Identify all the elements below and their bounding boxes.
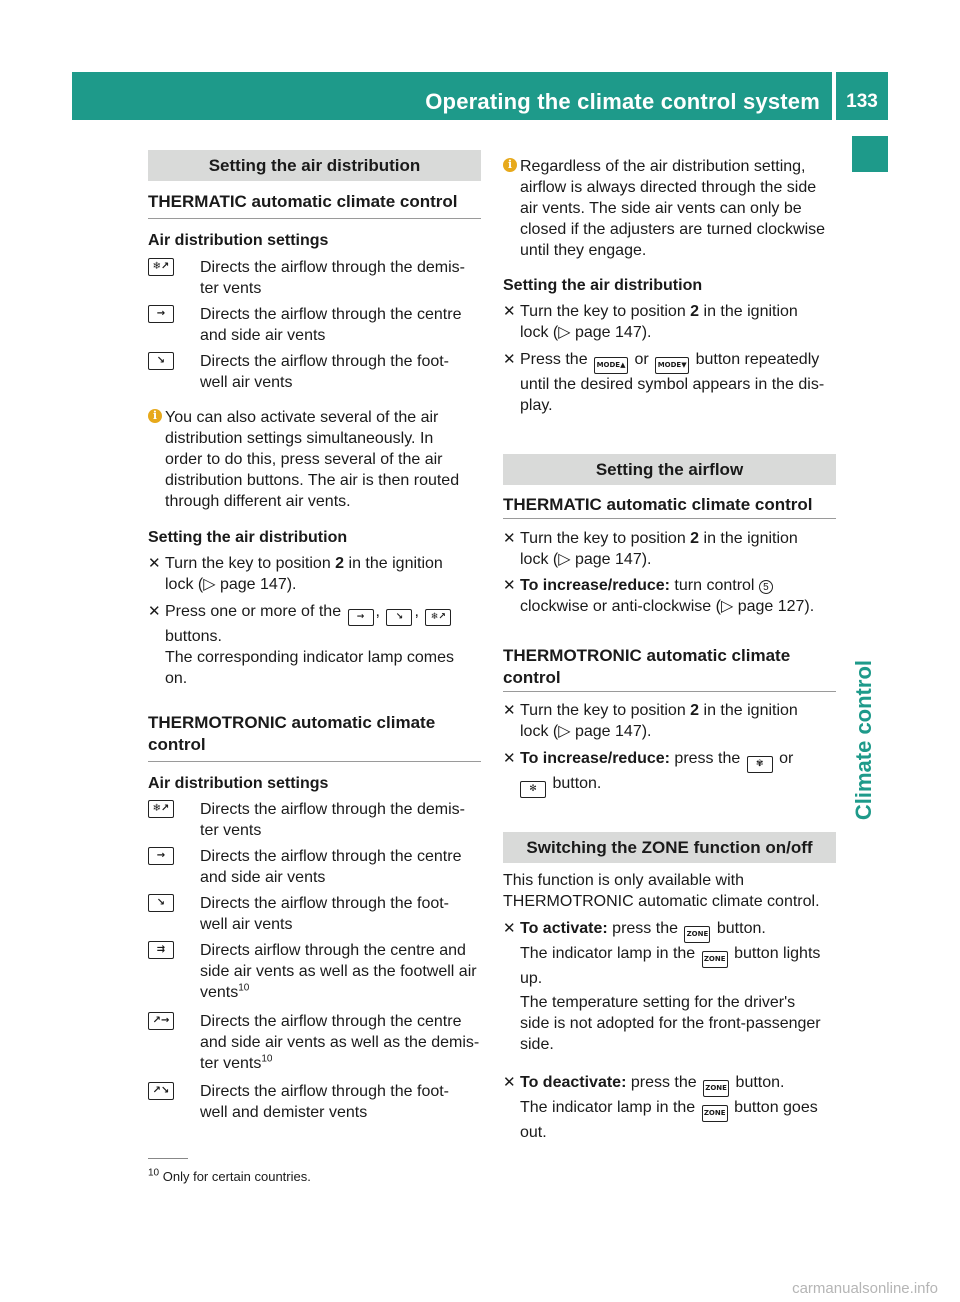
heading-rule: [503, 518, 836, 519]
step-marker-icon: ✕: [503, 749, 516, 767]
mode-down-button-icon: MODE▼: [655, 357, 689, 374]
step-text: The indicator lamp in the: [520, 1099, 700, 1116]
section-title: Switching the ZONE function on/off: [503, 832, 836, 863]
footnote-ref: 10: [238, 982, 250, 994]
info-line: until they engage.: [520, 242, 647, 259]
step-text: in the ignition: [699, 303, 798, 320]
setting-text: Directs the airflow through the centre: [200, 1013, 462, 1030]
defrost-vents-icon: ❄↗: [425, 609, 451, 626]
step-text: up.: [520, 970, 543, 987]
footwell-defrost-vents-icon: ↗↘: [148, 1082, 174, 1100]
position-number: 2: [690, 303, 700, 320]
separator: ,: [414, 603, 419, 620]
setting-text: Directs the airflow through the foot-: [200, 895, 450, 912]
step-text: or: [774, 750, 794, 767]
step-text: The indicator lamp in the: [520, 945, 700, 962]
heading-rule: [148, 218, 481, 219]
footnote-text: Only for certain countries.: [159, 1169, 311, 1184]
step-text: press the: [669, 750, 745, 767]
step-text: Turn the key to position: [520, 303, 691, 320]
step-marker-icon: ✕: [148, 554, 161, 572]
setting-text: Directs the airflow through the centre: [200, 848, 462, 865]
zone-button-icon: ZONE: [703, 1080, 729, 1097]
step-text: turn control: [669, 577, 759, 594]
footnote-number: 10: [148, 1167, 160, 1179]
info-line: airflow is always directed through the side: [520, 179, 817, 196]
step-text: until the desired symbol appears in the dis-: [520, 376, 825, 393]
step-text: Turn the key to position: [520, 530, 691, 547]
air-distribution-heading: Air distribution settings: [148, 232, 329, 249]
step-text: Press the: [520, 351, 593, 368]
centre-side-vents-icon: →: [148, 847, 174, 865]
thermatic-heading: THERMATIC automatic climate control: [503, 495, 813, 514]
centre-side-vents-icon: →: [148, 305, 174, 323]
footwell-vents-icon: ↘: [386, 609, 412, 626]
zone-button-icon: ZONE: [684, 926, 710, 943]
setting-text: and side air vents: [200, 327, 326, 344]
step-text: button.: [731, 1074, 785, 1091]
step-label: To increase/reduce:: [520, 577, 670, 594]
position-number: 2: [690, 702, 700, 719]
step-text: button repeatedly: [691, 351, 820, 368]
info-icon: i: [148, 409, 162, 423]
setting-text: side air vents as well as the footwell air: [200, 963, 477, 980]
step-marker-icon: ✕: [503, 919, 516, 937]
info-icon: i: [503, 158, 517, 172]
page-reference: lock (▷ page 147).: [520, 551, 652, 568]
centre-footwell-vents-icon: ⇉: [148, 941, 174, 959]
step-text: The corresponding indicator lamp comes: [165, 649, 455, 666]
step-label: To deactivate:: [520, 1074, 627, 1091]
page-reference: clockwise or anti-clockwise (▷ page 127).: [520, 598, 815, 615]
heading-line: THERMOTRONIC automatic climate: [148, 713, 436, 732]
page-title: Operating the climate control system: [425, 89, 820, 114]
position-number: 2: [690, 530, 700, 547]
step-text: Turn the key to position: [520, 702, 691, 719]
footwell-vents-icon: ↘: [148, 894, 174, 912]
setting-text: well air vents: [200, 374, 293, 391]
step-text: button lights: [729, 945, 821, 962]
step-marker-icon: ✕: [503, 576, 516, 594]
step-text: in the ignition: [699, 530, 798, 547]
thermatic-heading: THERMATIC automatic climate control: [148, 192, 458, 211]
step-text: in the ignition: [344, 555, 443, 572]
step-marker-icon: ✕: [503, 1073, 516, 1091]
step-text: play.: [520, 397, 553, 414]
page-reference: lock (▷ page 147).: [165, 576, 297, 593]
centre-defrost-vents-icon: ↗→: [148, 1012, 174, 1030]
step-marker-icon: ✕: [503, 701, 516, 719]
page-reference: lock (▷ page 147).: [520, 324, 652, 341]
mode-up-button-icon: MODE▲: [594, 357, 628, 374]
header-bar: [72, 72, 832, 120]
info-line: closed if the adjusters are turned clockwise: [520, 221, 826, 238]
setting-text: vents: [200, 984, 239, 1001]
heading-line: control: [503, 668, 561, 687]
step-marker-icon: ✕: [503, 529, 516, 547]
setting-text: ter vents: [200, 822, 262, 839]
intro-line: This function is only available with: [503, 872, 745, 889]
step-text: side.: [520, 1036, 554, 1053]
position-number: 2: [335, 555, 345, 572]
heading-line: control: [148, 735, 206, 754]
step-text: press the: [607, 920, 683, 937]
setting-text: well and demister vents: [200, 1104, 368, 1121]
page-number-box: [836, 72, 888, 120]
heading-line: THERMOTRONIC automatic climate: [503, 646, 791, 665]
setting-text: and side air vents as well as the demis-: [200, 1034, 480, 1051]
step-text: on.: [165, 670, 188, 687]
thermotronic-heading: [148, 712, 481, 756]
page-number: 133: [846, 91, 878, 112]
setting-text: ter vents: [200, 280, 262, 297]
footnote-ref: 10: [261, 1053, 273, 1065]
footwell-vents-icon: ↘: [148, 352, 174, 370]
info-line: Regardless of the air distribution setting,: [520, 158, 806, 175]
step-text: Turn the key to position: [165, 555, 336, 572]
section-title: Setting the airflow: [503, 454, 836, 485]
defrost-vents-icon: ❄↗: [148, 800, 174, 818]
step-text: Press one or more of the: [165, 603, 346, 620]
info-line: order to do this, press several of the air: [165, 451, 443, 468]
footnote: [148, 1166, 311, 1187]
info-line: You can also activate several of the air: [165, 409, 439, 426]
setting-heading: Setting the air distribution: [148, 529, 348, 546]
setting-text: Directs airflow through the centre and: [200, 942, 466, 959]
separator: ,: [375, 603, 380, 620]
step-text: The temperature setting for the driver's: [520, 994, 796, 1011]
info-line: distribution buttons. The air is then routed: [165, 472, 460, 489]
setting-text: ter vents: [200, 1055, 262, 1072]
step-marker-icon: ✕: [503, 350, 516, 368]
step-label: To activate:: [520, 920, 608, 937]
setting-text: and side air vents: [200, 869, 326, 886]
info-line: through different air vents.: [165, 493, 351, 510]
intro-line: THERMOTRONIC automatic climate control.: [503, 893, 820, 910]
section-title: Setting the air distribution: [148, 150, 481, 181]
setting-text: Directs the airflow through the demis-: [200, 259, 465, 276]
setting-text: Directs the airflow through the demis-: [200, 801, 465, 818]
setting-text: Directs the airflow through the foot-: [200, 353, 450, 370]
watermark: carmanualsonline.info: [792, 1280, 938, 1297]
step-text: out.: [520, 1124, 547, 1141]
thermotronic-heading: [503, 645, 836, 689]
step-text: side is not adopted for the front-passenger: [520, 1015, 821, 1032]
chapter-label: Climate control: [851, 660, 876, 821]
zone-button-icon: ZONE: [702, 1105, 728, 1122]
fan-decrease-icon: ✻: [520, 781, 546, 798]
zone-button-icon: ZONE: [702, 951, 728, 968]
step-text: in the ignition: [699, 702, 798, 719]
info-line: air vents. The side air vents can only be: [520, 200, 802, 217]
step-marker-icon: ✕: [148, 602, 161, 620]
setting-heading: Setting the air distribution: [503, 277, 703, 294]
page-reference: lock (▷ page 147).: [520, 723, 652, 740]
step-marker-icon: ✕: [503, 302, 516, 320]
zone-intro: [503, 870, 836, 912]
setting-text: well air vents: [200, 916, 293, 933]
heading-rule: [148, 761, 481, 762]
step-text: press the: [626, 1074, 702, 1091]
footnote-rule: [148, 1158, 188, 1159]
step-text: buttons.: [165, 628, 222, 645]
step-text: button goes: [729, 1099, 818, 1116]
centre-side-vents-icon: →: [348, 609, 374, 626]
defrost-vents-icon: ❄↗: [148, 258, 174, 276]
setting-text: Directs the airflow through the foot-: [200, 1083, 450, 1100]
heading-rule: [503, 691, 836, 692]
side-tab-marker: [852, 136, 888, 172]
step-text: or: [630, 351, 654, 368]
step-text: button.: [712, 920, 766, 937]
info-line: distribution settings simultaneously. In: [165, 430, 434, 447]
control-number-icon: 5: [759, 580, 773, 594]
fan-increase-icon: ✾: [747, 756, 773, 773]
setting-text: Directs the airflow through the centre: [200, 306, 462, 323]
air-distribution-heading: Air distribution settings: [148, 775, 329, 792]
step-label: To increase/reduce:: [520, 750, 670, 767]
step-text: button.: [548, 775, 602, 792]
